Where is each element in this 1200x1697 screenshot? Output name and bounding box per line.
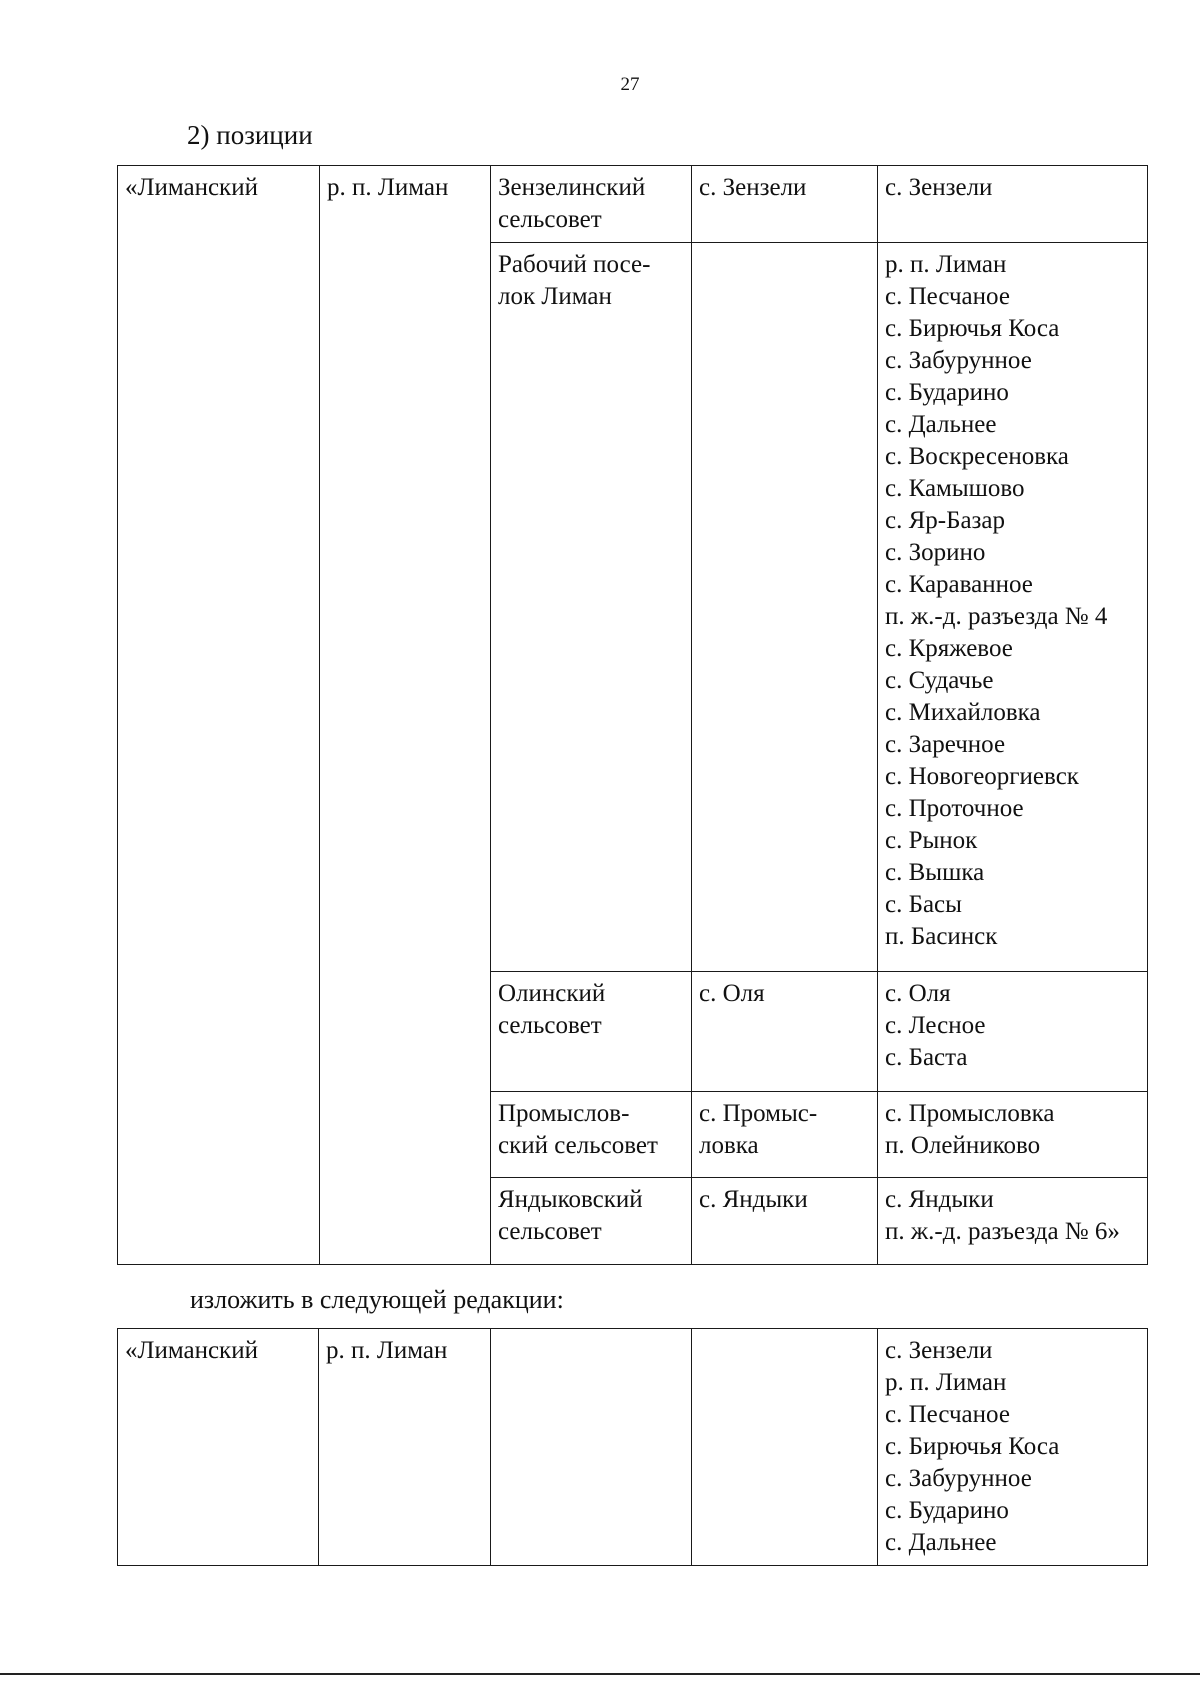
cell-line: р. п. Лиман [885, 251, 1007, 278]
council-cell [491, 243, 692, 972]
district-name: «Лиманский [125, 1337, 258, 1364]
cell-line: ский сельсовет [498, 1132, 658, 1159]
footer-rule [0, 1673, 1200, 1675]
admin-center-cell [692, 1092, 878, 1178]
new-positions-table [117, 1328, 1148, 1566]
amendment-text: изложить в следующей редакции: [190, 1285, 564, 1314]
cell-line: с. Воскресеновка [885, 443, 1069, 470]
cell-line: с. Баста [885, 1044, 968, 1071]
center-cell [319, 1329, 491, 1566]
admin-center-cell [692, 972, 878, 1092]
cell-line: Рабочий посе- [498, 251, 651, 278]
cell-line: с. Песчаное [885, 283, 1010, 310]
cell-line: с. Кряжевое [885, 635, 1013, 662]
cell-line: с. Оля [699, 980, 765, 1007]
cell-line: с. Рынок [885, 827, 978, 854]
cell-line: Олинский [498, 980, 606, 1007]
settlements-cell [878, 1178, 1148, 1265]
cell-line: с. Дальнее [885, 411, 997, 438]
intro-text: 2) позиции [187, 120, 313, 150]
cell-line: п. Олейниково [885, 1132, 1041, 1159]
cell-line: с. Басы [885, 891, 962, 918]
cell-line: п. Басинск [885, 923, 998, 950]
cell-line: р. п. Лиман [885, 1369, 1007, 1396]
table-row [118, 166, 1148, 243]
cell-line: с. Зензели [885, 1337, 993, 1364]
cell-line: с. Яндыки [699, 1186, 808, 1213]
cell-line: с. Забурунное [885, 347, 1032, 374]
page-number: 27 [620, 74, 640, 95]
cell-line: с. Бударино [885, 379, 1009, 406]
cell-line: сельсовет [498, 206, 602, 233]
district-cell [118, 166, 320, 1265]
cell-line: с. Дальнее [885, 1529, 997, 1556]
cell-line: с. Забурунное [885, 1465, 1032, 1492]
cell-line: с. Бирючья Коса [885, 1433, 1060, 1460]
cell-line: сельсовет [498, 1012, 602, 1039]
cell-line: с. Караванное [885, 571, 1033, 598]
cell-line: ловка [699, 1132, 759, 1159]
cell-line: с. Бирючья Коса [885, 315, 1060, 342]
cell-line: с. Промысловка [885, 1100, 1055, 1127]
district-center: р. п. Лиман [326, 1337, 448, 1364]
admin-center-cell [692, 243, 878, 972]
cell-line: с. Бударино [885, 1497, 1009, 1524]
cell-line: с. Яр-Базар [885, 507, 1006, 534]
center-cell [320, 166, 491, 1265]
cell-line: с. Проточное [885, 795, 1024, 822]
settlements-cell [878, 972, 1148, 1092]
council-cell [491, 972, 692, 1092]
cell-line: с. Оля [885, 980, 951, 1007]
cell-line: с. Новогеоргиевск [885, 763, 1079, 790]
cell-line: с. Промыс- [699, 1100, 818, 1127]
admin-center-cell [692, 166, 878, 243]
cell-line: лок Лиман [498, 283, 612, 310]
cell-line: с. Вышка [885, 859, 985, 886]
cell-line: Зензелинский [498, 174, 646, 201]
old-positions-table [117, 165, 1148, 1265]
cell-line: п. ж.-д. разъезда № 4 [885, 603, 1108, 630]
admin-center-cell [692, 1178, 878, 1265]
council-cell [491, 166, 692, 243]
cell-line: с. Заречное [885, 731, 1006, 758]
settlements-cell [878, 1329, 1148, 1566]
settlements-cell [878, 243, 1148, 972]
district-name: «Лиманский [125, 174, 258, 201]
cell-line: с. Песчаное [885, 1401, 1010, 1428]
cell-line: с. Судачье [885, 667, 994, 694]
cell-line: с. Зензели [885, 174, 993, 201]
cell-line: с. Яндыки [885, 1186, 994, 1213]
cell-line: с. Михайловка [885, 699, 1041, 726]
table-row [118, 1329, 1148, 1566]
district-cell [118, 1329, 319, 1566]
cell-line: Промыслов- [498, 1100, 630, 1127]
cell-line: п. ж.-д. разъезда № 6» [885, 1218, 1120, 1245]
district-center: р. п. Лиман [327, 174, 449, 201]
cell-line: с. Зензели [699, 174, 807, 201]
cell-line: Яндыковский [498, 1186, 643, 1213]
admin-center-cell [692, 1329, 878, 1566]
cell-line: с. Зорино [885, 539, 986, 566]
cell-line: сельсовет [498, 1218, 602, 1245]
council-cell [491, 1329, 692, 1566]
settlements-cell [878, 166, 1148, 243]
council-cell [491, 1178, 692, 1265]
council-cell [491, 1092, 692, 1178]
cell-line: с. Камышово [885, 475, 1025, 502]
cell-line: с. Лесное [885, 1012, 986, 1039]
settlements-cell [878, 1092, 1148, 1178]
